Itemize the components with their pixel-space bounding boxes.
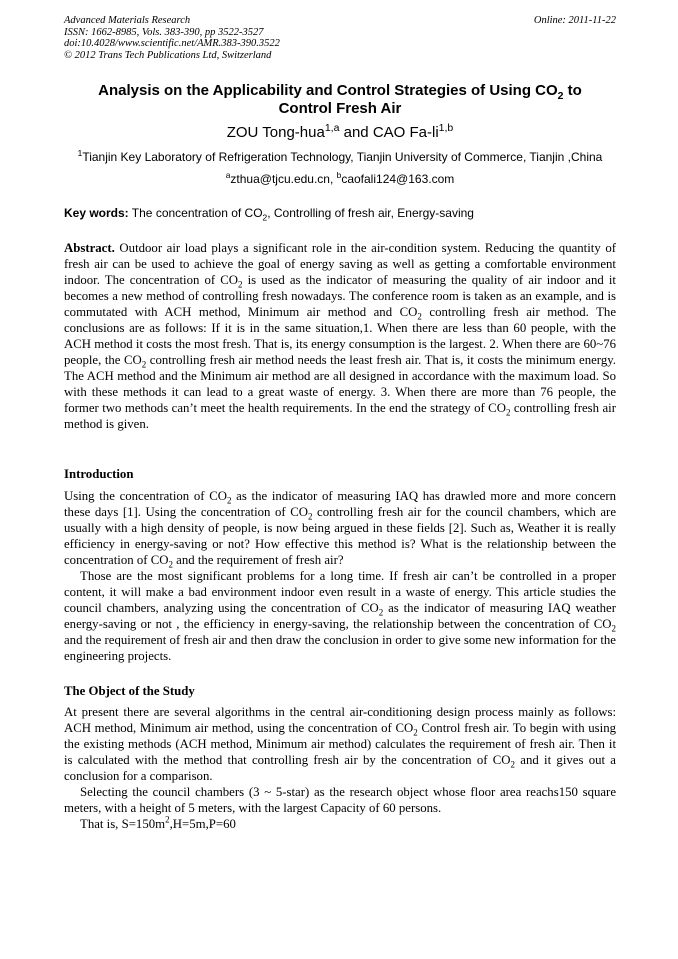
author-emails: $^a$zthua@tjcu.edu.cn, $^b$caofali124@163.com [225, 170, 455, 186]
copyright-line: © 2012 Trans Tech Publications Ltd, Switzerland [64, 49, 272, 61]
object-body [64, 704, 616, 832]
author-list: ZOU Tong-hua$^{1,a}$ and CAO Fa-li$^{1,b}$ [226, 122, 454, 141]
author-2: CAO Fa-li [372, 124, 439, 141]
paragraph: Those are the most significant problems for a long time. If fresh air can’t be controlled in a proper content, it will make a bad environment indoor even result in a waste of energy. This article studies the council chambers, analyzing using the concentration of $CO_2$ as the indicator of measuring IAQ weather energy-saving or not , the efficiency in energy-saving, the relationship between the concentration of $CO_2$ and the requirement of fresh air and then draw the conclusion in order to give some new information for the engineering projects. [64, 569, 616, 663]
keywords: Key words: The concentration of $CO_2$, Controlling of fresh air, Energy-saving [64, 206, 474, 223]
journal-name: Advanced Materials Research [64, 15, 191, 26]
abstract: Abstract. Outdoor air load plays a significant role in the air-condition system. Reducing the quantity of fresh air can be used to achieve the goal of energy saving as well as getting a comfortable environment indoor. The concentration of $CO_2$ is used as the indicator of measuring the quality of air indoor and it becomes a new method of controlling fresh nowadays. The conference room is taken as an example, and is commutated with ACH method, Minimum air method and $CO_2$ controlling fresh air method. The conclusions are as follows: If it is in the same situation,1. When there are less than 60 people, with the ACH method it costs the most fresh. That is, its energy consumption is the largest. 2. When there are 60~76 people, the $CO_2$ controlling fresh air method needs the least fresh air. That is, it costs the minimum energy. The ACH method and the Minimum air method are all designed in accordance with the maximum load. So with these methods it can lead to a great waste of energy. 3. When there are more than 76 people, the former two methods can’t meet the health requirements. In the end the strategy of $CO_2$ controlling fresh air method is given. [64, 241, 616, 431]
section-heading-introduction: Introduction [64, 467, 134, 481]
section-heading-object: The Object of the Study [64, 684, 195, 698]
paragraph: That is, $S=150m^2,H=5m,P=60$ [80, 814, 236, 831]
author-1: ZOU Tong-hua [226, 124, 325, 141]
keywords-label: Key words: [64, 206, 129, 220]
online-date: Online: 2011-11-22 [533, 15, 616, 26]
issn-line: ISSN: 1662-8985, Vols. 383-390, pp 3522-3527 [64, 26, 264, 38]
introduction-body [64, 488, 616, 664]
journal-header [64, 15, 616, 61]
doi-line: doi:10.4028/www.scientific.net/AMR.383-390.3522 [64, 38, 280, 49]
affiliation: $^1$Tianjin Key Laboratory of Refrigeration Technology, Tianjin University of Commerce, Tianjin ,China [77, 148, 603, 164]
abstract-label: Abstract. [64, 241, 115, 255]
paragraph: Selecting the council chambers (3 ~ 5-star) as the research object whose floor area reachs150 square meters, with a height of 5 meters, with the largest Capacity of 60 persons. [64, 785, 616, 815]
paragraph: At present there are several algorithms in the central air-conditioning design process mainly as follows: ACH method, Minimum air method, using the concentration of $CO_2$ Control fresh air. To begin with using the existing methods (ACH method, Minimum air method) calculates the requirement of fresh air. Then it is calculated with the method that controlling fresh air by the concentration of $CO_2$ and it gives out a conclusion for a comparison. [64, 705, 616, 783]
paragraph: Using the concentration of $CO_2$ as the indicator of measuring IAQ has drawled more and more concern these days [1]. Using the concentration of $CO_2$ controlling fresh air for the council chambers, which are usually with a high density of people, is now being argued in these fields [2]. Such as, Weather it is really efficiency in energy-saving or not? How effective this method is? What is the relationship between the concentration of $CO_2$ and the requirement of fresh air? [64, 489, 616, 570]
paper-title: Analysis on the Applicability and Control Strategies of Using $CO_2$ to Control Fresh Air [98, 82, 582, 117]
